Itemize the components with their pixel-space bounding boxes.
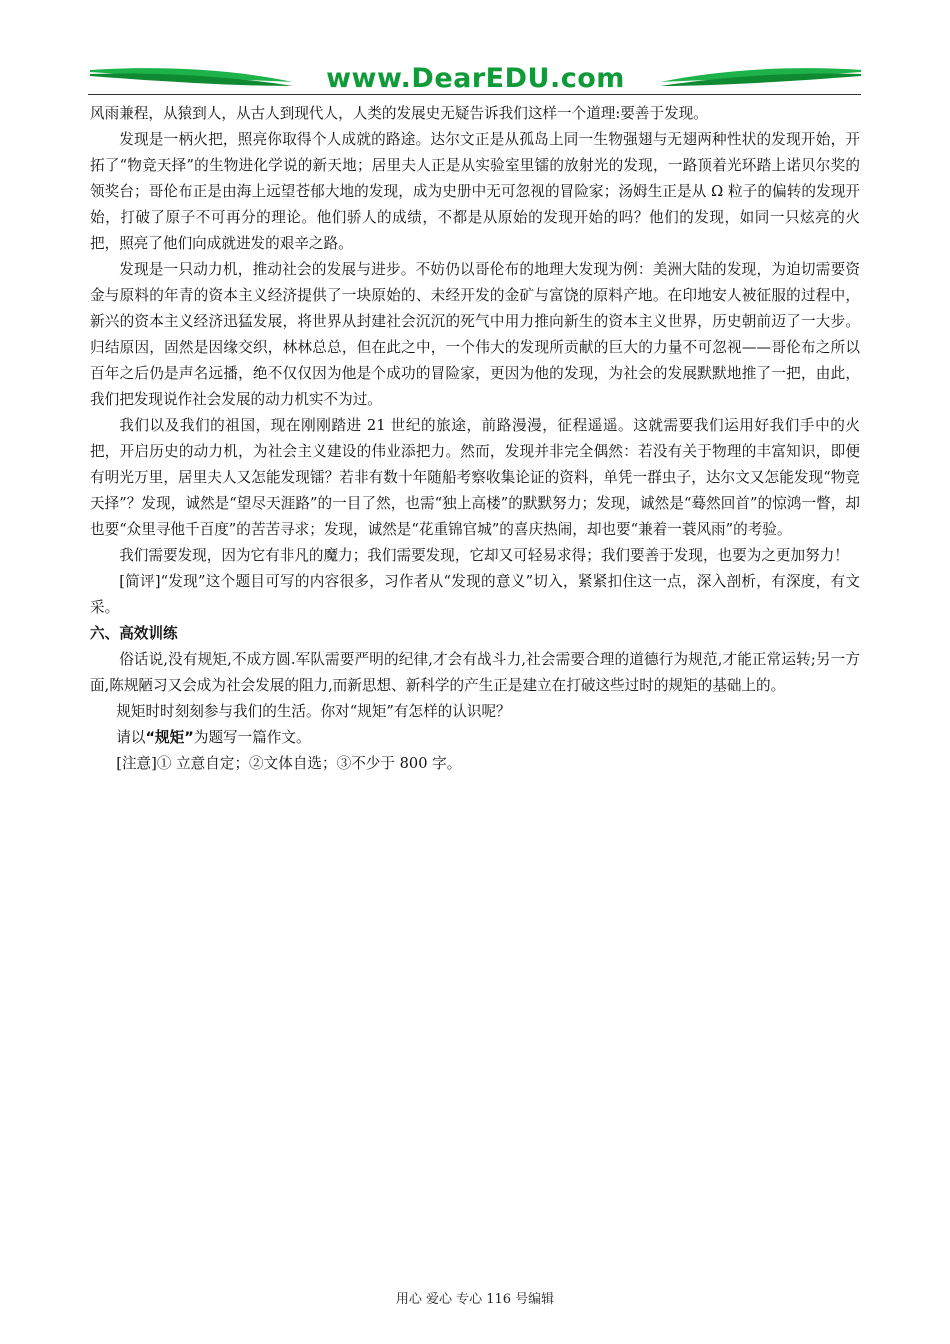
paragraph-2: 发现是一柄火把，照亮你取得个人成就的路途。达尔文正是从孤岛上同一生物强翅与无翅两种性状的发现开始，开拓了“物竞天择”的生物进化学说的新天地；居里夫人正是从实验室里镭的放射光的发现，一路顶着光环踏上诺贝尔奖的领奖台；哥伦布正是由海上远望苍郁大地的发现，成为史册中无可忽视的冒险家；汤姆生正是从 Ω 粒子的偏转的发现开始，打破了原子不可再分的理论。他们骄人的成绩，不都是从原始的发现开始的吗？他们的发现，如同一只炫亮的火把，照亮了他们向成就进发的艰辛之路。 xyxy=(90,131,860,252)
paragraph-4: 我们以及我们的祖国，现在刚刚踏进 21 世纪的旅途，前路漫漫，征程遥遥。这就需要我们运用好我们手中的火把，开启历史的动力机，为社会主义建设的伟业添把力。然而，发现并非完全偶然：若没有关于物理的丰富知识，即便有明光万里，居里夫人又怎能发现镭？若非有数十年随船考察收集论证的资料，单凭一群虫子，达尔文又怎能发现“物竞天择”？发现，诚然是“望尽天涯路”的一目了然，也需“独上高楼”的默默努力；发现，诚然是“蓦然回首”的惊鸿一瞥，却也要“众里寻他千百度”的苦苦寻求；发现，诚然是“花重锦官城”的喜庆热闹，却也要“兼着一蓑风雨”的考验。 xyxy=(90,417,860,538)
site-header xyxy=(88,62,863,96)
paragraph-9 xyxy=(90,725,860,751)
prompt-prefix: 请以 xyxy=(116,729,146,746)
paragraph-8: 规矩时时刻刻参与我们的生活。你对“规矩”有怎样的认识呢？ xyxy=(116,703,511,720)
site-title: www.DearEDU.com xyxy=(326,63,625,94)
header-rule xyxy=(88,94,861,95)
prompt-keyword: “规矩” xyxy=(145,729,194,746)
document-body xyxy=(90,101,860,777)
notes-paragraph: [注意]① 立意自定；②文体自选；③不少于 800 字。 xyxy=(116,755,462,772)
paragraph-5: 我们需要发现，因为它有非凡的魔力；我们需要发现，它却又可轻易求得；我们要善于发现，也要为之更加努力！ xyxy=(119,547,849,564)
comment-paragraph: [简评]“发现”这个题目可写的内容很多，习作者从“发现的意义”切入，紧紧扣住这一点，深入剖析，有深度，有文采。 xyxy=(90,573,860,616)
section-heading: 六、高效训练 xyxy=(90,625,178,642)
paragraph-3: 发现是一只动力机，推动社会的发展与进步。不妨仍以哥伦布的地理大发现为例：美洲大陆的发现，为迫切需要资金与原料的年青的资本主义经济提供了一块原始的、未经开发的金矿与富饶的原料产地。在印地安人被征服的过程中，新兴的资本主义经济迅猛发展，将世界从封建社会沉沉的死气中用力推向新生的资本主义世界，历史朝前迈了一大步。归结原因，固然是因缘交织，林林总总，但在此之中，一个伟大的发现所贡献的巨大的力量不可忽视——哥伦布之所以百年之后仍是声名远播，绝不仅仅因为他是个成功的冒险家，更因为他的发现，为社会的发展默默地推了一把，由此，我们把发现说作社会发展的动力机实不为过。 xyxy=(90,261,860,408)
paragraph-7: 俗话说,没有规矩,不成方圆.军队需要严明的纪律,才会有战斗力,社会需要合理的道德行为规范,才能正常运转;另一方面,陈规陋习又会成为社会发展的阻力,而新思想、新科学的产生正是建立在打破这些过时的规矩的基础上的。 xyxy=(90,651,860,694)
page-footer: 用心 爱心 专心 116 号编辑 xyxy=(395,1292,555,1307)
prompt-suffix: 为题写一篇作文。 xyxy=(193,729,311,746)
paragraph-1: 风雨兼程，从猿到人，从古人到现代人，人类的发展史无疑告诉我们这样一个道理:要善于发现。 xyxy=(90,105,708,122)
